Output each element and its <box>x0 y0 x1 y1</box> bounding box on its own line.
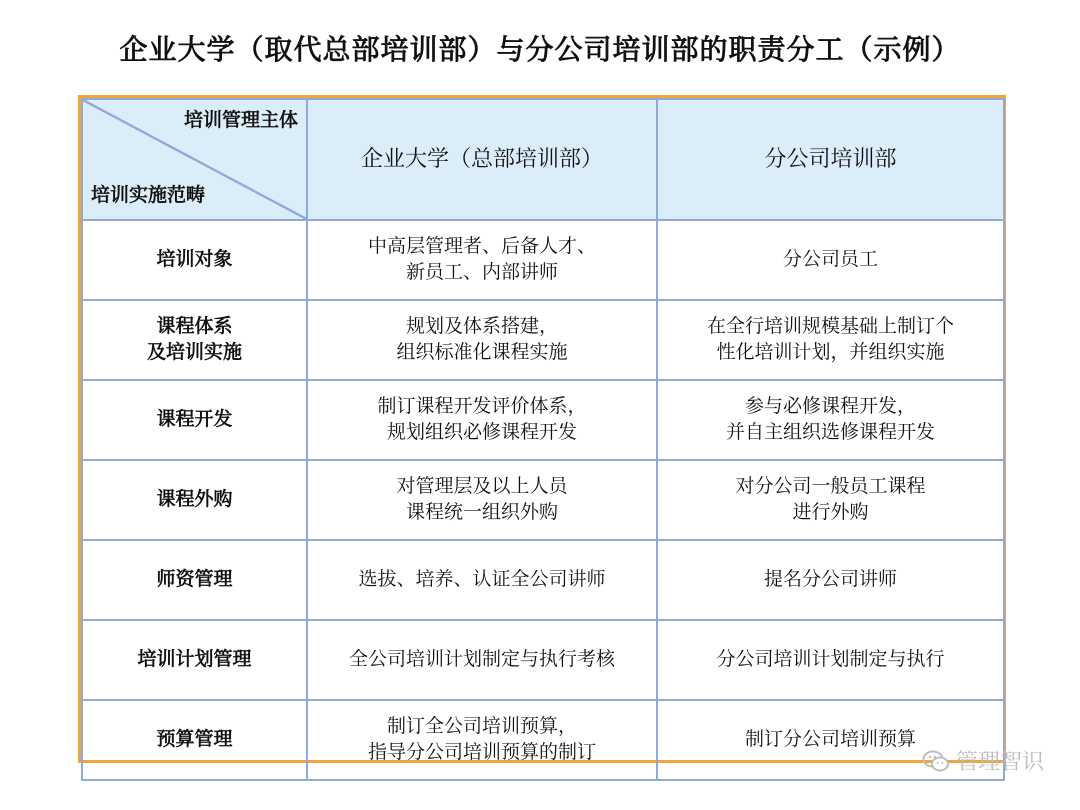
row-label: 课程外购 <box>82 460 307 540</box>
cell-corporate: 全公司培训计划制定与执行考核 <box>307 620 657 700</box>
row-label: 预算管理 <box>82 700 307 780</box>
cell-branch: 提名分公司讲师 <box>657 540 1004 620</box>
cell-branch: 对分公司一般员工课程 进行外购 <box>657 460 1004 540</box>
cell-corporate: 制订全公司培训预算， 指导分公司培训预算的制订 <box>307 700 657 780</box>
cell-branch: 在全行培训规模基础上制订个 性化培训计划，并组织实施 <box>657 300 1004 380</box>
cell-branch: 制订分公司培训预算 <box>657 700 1004 780</box>
page-title: 企业大学（取代总部培训部）与分公司培训部的职责分工（示例） <box>119 33 961 66</box>
cell-branch: 分公司培训计划制定与执行 <box>657 620 1004 700</box>
corner-label-scope: 培训实施范畴 <box>91 184 206 207</box>
table-row <box>82 460 1004 540</box>
watermark <box>922 745 1044 776</box>
cell-corporate: 对管理层及以上人员 课程统一组织外购 <box>307 460 657 540</box>
responsibility-table <box>78 95 1006 763</box>
row-label: 课程体系 及培训实施 <box>82 300 307 380</box>
cell-corporate: 中高层管理者、后备人才、 新员工、内部讲师 <box>307 220 657 300</box>
row-label: 培训计划管理 <box>82 620 307 700</box>
table-row <box>82 700 1004 780</box>
table-row <box>82 300 1004 380</box>
table-row <box>82 220 1004 300</box>
table-row <box>82 540 1004 620</box>
cell-corporate: 选拔、培养、认证全公司讲师 <box>307 540 657 620</box>
row-label: 师资管理 <box>82 540 307 620</box>
wechat-icon <box>922 749 950 773</box>
cell-corporate: 规划及体系搭建， 组织标准化课程实施 <box>307 300 657 380</box>
cell-branch: 参与必修课程开发， 并自主组织选修课程开发 <box>657 380 1004 460</box>
corner-header-cell <box>82 99 307 220</box>
header-corporate-university: 企业大学（总部培训部） <box>307 99 657 220</box>
row-label: 培训对象 <box>82 220 307 300</box>
row-label: 课程开发 <box>82 380 307 460</box>
header-branch-training: 分公司培训部 <box>657 99 1004 220</box>
table-row <box>82 620 1004 700</box>
corner-label-subject: 培训管理主体 <box>183 109 298 131</box>
watermark-text: 管理智识 <box>955 750 1044 775</box>
cell-corporate: 制订课程开发评价体系， 规划组织必修课程开发 <box>307 380 657 460</box>
table-row <box>82 380 1004 460</box>
table-header-row <box>82 99 1004 220</box>
cell-branch: 分公司员工 <box>657 220 1004 300</box>
